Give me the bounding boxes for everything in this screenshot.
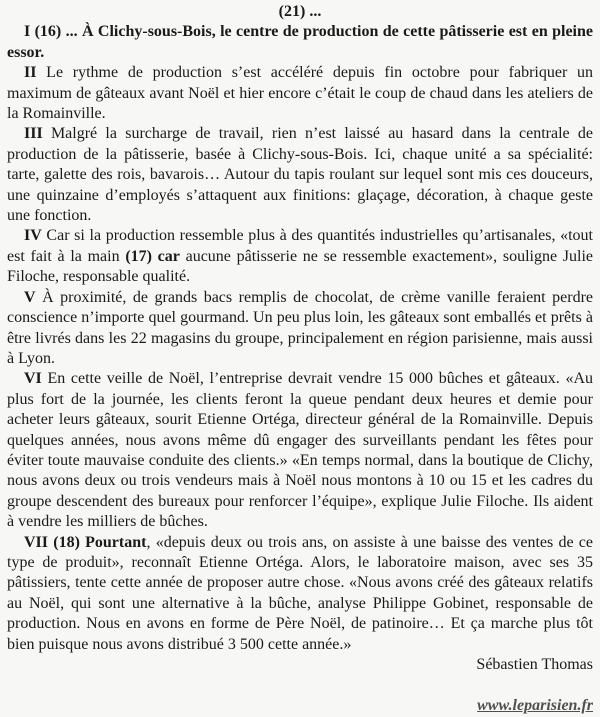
source-row [7,696,593,716]
paragraph-2: II Le rythme de production s’est accéléré depuis fin octobre pour fabriquer un maximum de gâteaux avant Noël et hier encore c’était le coup de chaud dans les ateliers de la Romainville. [7,64,593,123]
paragraph-6: VI En cette veille de Noël, l’entreprise devrait vendre 15 000 bûches et gâteaux. «Au plus fort de la journée, les clients feront la queue pendant deux heures et demie pour acheter leurs gâteaux, sourit Etienne Ortéga, directeur général de la Romainville. Depuis quelques années, nous avons même dû engager des surveillants pendant les fêtes pour éviter toute mauvaise conduite des clients.» «En temps normal, dans la boutique de Clichy, nous avons deux ou trois vendeurs mais à Noël nous montons à 10 ou 15 et les cadres du groupe descendent des bureaux pour renforcer l’équipe», explique Julie Filoche. Ils aident à vendre les milliers de bûches. [7,370,593,531]
paragraph-1: I (16) ... À Clichy-sous-Bois, le centre de production de cette pâtisserie est en pleine essor. [7,23,593,61]
paragraph-4: IV Car si la production ressemble plus à des quantités industrielles qu’artisanales, «tout est fait à la main (17) car aucune pâtisserie ne se ressemble exactement», souligne Julie Filoche, responsable qualité. [7,227,594,286]
paragraph-5: V À proximité, de grands bacs remplis de chocolat, de crème vanille feraient perdre conscience n’importe quel gourmand. Un peu plus loin, les gâteaux sont emballés et prêts à être livrés dans les 22 magasins du groupe, principalement en région parisienne, mais aussi à Lyon. [7,288,593,367]
paragraph-3: III Malgré la surcharge de travail, rien n’est laissé au hasard dans la centrale de production de la pâtisserie, basée à Clichy-sous-Bois. Ici, chaque unité a sa spécialité: tarte, galette des rois, bavarois… Autour du tapis roulant sur lequel sont mis ces douceurs, une quinzaine d’employés s’attaquent aux finitions: glaçage, décoration, à chaque geste une fonction. [7,125,593,225]
paragraph-7: VII (18) Pourtant, «depuis deux ou trois ans, on assiste à une baisse des ventes de ce type de produit», reconnaît Etienne Ortéga. Alors, le laboratoire maison, avec ses 35 pâtissiers, tente cette année de proposer autre chose. «Nous avons créé des gâteaux relatifs au Noël, qui sont une alternative à la bûche, analyse Philippe Gobinet, responsable de production. Nous en avons en forme de Père Noël, de patinoire… Et ça marche plus tôt bien puisque nous avons distribué 3 500 cette année.» [7,533,593,653]
author-byline: Sébastien Thomas [476,656,593,673]
question-number-heading: (21) ... [278,3,322,20]
article-body [7,22,593,655]
source-link[interactable]: www.leparisien.fr [477,697,593,715]
